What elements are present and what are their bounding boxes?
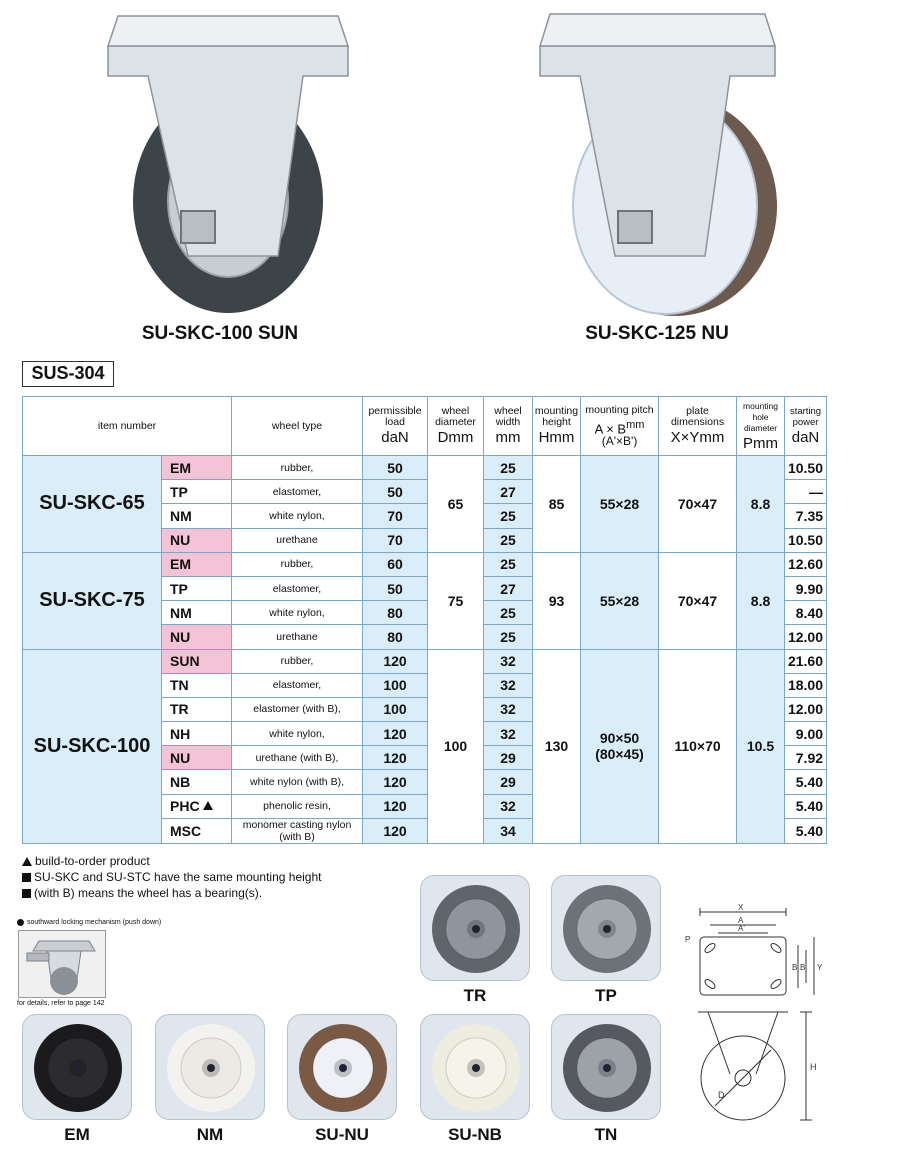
wheel-width: 29 (484, 746, 533, 770)
wheel-icon (421, 1015, 530, 1120)
dim-a-label: A (738, 916, 744, 925)
wheel-width: 25 (484, 456, 533, 480)
item-code: SUN (162, 649, 232, 673)
wheel-label: EM (64, 1125, 90, 1144)
wheel-width: 32 (484, 697, 533, 721)
note-bearing: (with B) means the wheel has a bearing(s). (22, 885, 321, 901)
plate-dimension-diagram (680, 900, 830, 1000)
dim-b-label: B (792, 963, 798, 972)
lock-photo (18, 930, 106, 998)
header-height: mounting height Hmm (533, 397, 581, 456)
wheel-width: 27 (484, 576, 533, 600)
header-width: wheel width mm (484, 397, 533, 456)
starting-power: 10.50 (785, 528, 827, 552)
mounting-height: 93 (533, 552, 581, 649)
series-name: SU-SKC-75 (23, 552, 162, 649)
table-row (23, 456, 827, 480)
caster-photo-nu (520, 6, 790, 322)
wheel-type: rubber, (232, 552, 363, 576)
wheel-icon (288, 1015, 397, 1120)
dim-y-label: Y (817, 963, 823, 972)
permissible-load: 100 (363, 673, 428, 697)
starting-power: 12.00 (785, 697, 827, 721)
starting-power: 12.60 (785, 552, 827, 576)
mounting-height: 130 (533, 649, 581, 843)
wheel-diameter: 75 (428, 552, 484, 649)
starting-power: 9.00 (785, 722, 827, 746)
permissible-load: 100 (363, 697, 428, 721)
wheel-diameter: 65 (428, 456, 484, 553)
wheel-icon (552, 1015, 661, 1120)
permissible-load: 80 (363, 625, 428, 649)
header-diameter: wheel diameter Dmm (428, 397, 484, 456)
starting-power: 8.40 (785, 601, 827, 625)
triangle-icon (22, 857, 32, 866)
permissible-load: 70 (363, 528, 428, 552)
permissible-load: 50 (363, 456, 428, 480)
wheel-type: elastomer, (232, 576, 363, 600)
material-label: SUS-304 (22, 361, 114, 387)
wheel-type: white nylon, (232, 601, 363, 625)
wheel-width: 32 (484, 794, 533, 818)
wheel-type: elastomer (with B), (232, 697, 363, 721)
starting-power: — (785, 480, 827, 504)
mounting-hole-diameter: 8.8 (737, 552, 785, 649)
dim-p-label: P (685, 935, 691, 944)
table-row (23, 649, 827, 673)
starting-power: 5.40 (785, 770, 827, 794)
dim-x-label: X (738, 903, 744, 912)
permissible-load: 120 (363, 722, 428, 746)
item-code: EM (162, 552, 232, 576)
wheel-type: white nylon, (232, 504, 363, 528)
wheel-icon (156, 1015, 265, 1120)
side-dimension-diagram (688, 1008, 828, 1126)
wheel-width: 25 (484, 552, 533, 576)
square-bullet-icon (22, 873, 31, 882)
item-code: NU (162, 746, 232, 770)
wheel-type: elastomer, (232, 480, 363, 504)
dim-d-label: D (718, 1090, 725, 1100)
permissible-load: 120 (363, 649, 428, 673)
wheel-icon (552, 876, 661, 981)
series-name: SU-SKC-65 (23, 456, 162, 553)
mounting-pitch: 55×28 (581, 552, 659, 649)
triangle-icon (203, 801, 213, 810)
item-code: NH (162, 722, 232, 746)
item-code: NU (162, 625, 232, 649)
header-pitch: mounting pitch $A \times B^{mm}$ (A'×B') (581, 397, 659, 456)
item-code: TP (162, 576, 232, 600)
header-wheel-type: wheel type (232, 397, 363, 456)
header-item-number: item number (23, 397, 232, 456)
caster-photo-sun (78, 6, 368, 322)
wheel-width: 32 (484, 649, 533, 673)
header-hole: mounting hole diameter Pmm (737, 397, 785, 456)
axle-nut (181, 211, 215, 243)
wheel-photo-tp (551, 875, 661, 981)
mounting-pitch: 90×50 (80×45) (581, 649, 659, 843)
permissible-load: 120 (363, 818, 428, 843)
wheel-photo-su-nb (420, 1014, 530, 1120)
wheel-type: elastomer, (232, 673, 363, 697)
wheel-type: urethane (232, 528, 363, 552)
product-caption-1: SU-SKC-100 SUN (141, 323, 299, 344)
wheel-label: NM (196, 1125, 224, 1144)
mounting-hole-diameter: 10.5 (737, 649, 785, 843)
wheel-type: white nylon, (232, 722, 363, 746)
wheel-label: SU-NU (315, 1125, 369, 1144)
wheel-width: 25 (484, 504, 533, 528)
item-code: NB (162, 770, 232, 794)
permissible-load: 120 (363, 746, 428, 770)
wheel-label: SU-NB (448, 1125, 502, 1144)
wheel-width: 29 (484, 770, 533, 794)
dim-h-label: H (810, 1062, 817, 1072)
header-power: starting power daN (785, 397, 827, 456)
starting-power: 21.60 (785, 649, 827, 673)
wheel-width: 25 (484, 528, 533, 552)
permissible-load: 120 (363, 794, 428, 818)
item-code: TN (162, 673, 232, 697)
item-code: NM (162, 504, 232, 528)
permissible-load: 60 (363, 552, 428, 576)
wheel-photo-tn (551, 1014, 661, 1120)
wheel-width: 34 (484, 818, 533, 843)
plate-dimensions: 70×47 (659, 552, 737, 649)
permissible-load: 80 (363, 601, 428, 625)
starting-power: 5.40 (785, 794, 827, 818)
wheel-type: urethane (with B), (232, 746, 363, 770)
header-load: permissible load daN (363, 397, 428, 456)
wheel-width: 32 (484, 722, 533, 746)
caster-lock-icon (19, 931, 107, 999)
wheel-type: white nylon (with B), (232, 770, 363, 794)
note-mounting-height: SU-SKC and SU-STC have the same mounting height (22, 869, 321, 885)
wheel-photo-nm (155, 1014, 265, 1120)
starting-power: 7.92 (785, 746, 827, 770)
lock-reference: for details, refer to page 142 (17, 1000, 105, 1007)
starting-power: 7.35 (785, 504, 827, 528)
mounting-pitch: 55×28 (581, 456, 659, 553)
table-row (23, 552, 827, 576)
top-plate (540, 14, 775, 46)
dim-b-prime-label: B' (800, 963, 807, 972)
square-bullet-icon (22, 889, 31, 898)
item-code: EM (162, 456, 232, 480)
top-plate (108, 16, 348, 46)
product-caption-2: SU-SKC-125 NU (585, 323, 729, 344)
permissible-load: 120 (363, 770, 428, 794)
wheel-diameter: 100 (428, 649, 484, 843)
lock-note: southward locking mechanism (push down) (17, 919, 161, 926)
wheel-icon (421, 876, 530, 981)
starting-power: 5.40 (785, 818, 827, 843)
series-name: SU-SKC-100 (23, 649, 162, 843)
mounting-hole-diameter: 8.8 (737, 456, 785, 553)
wheel-label: TP (595, 986, 617, 1005)
wheel-width: 32 (484, 673, 533, 697)
wheel-type: rubber, (232, 649, 363, 673)
wheel-width: 25 (484, 601, 533, 625)
starting-power: 12.00 (785, 625, 827, 649)
note-build-to-order: build-to-order product (22, 853, 321, 869)
wheel-type: rubber, (232, 456, 363, 480)
permissible-load: 70 (363, 504, 428, 528)
wheel-width: 25 (484, 625, 533, 649)
item-code: NM (162, 601, 232, 625)
wheel-photo-su-nu (287, 1014, 397, 1120)
wheel-type: phenolic resin, (232, 794, 363, 818)
wheel-photo-tr (420, 875, 530, 981)
header-plate: plate dimensions X×Ymm (659, 397, 737, 456)
spec-table (22, 396, 827, 844)
starting-power: 18.00 (785, 673, 827, 697)
plate-dimensions: 110×70 (659, 649, 737, 843)
item-code: TP (162, 480, 232, 504)
wheel-type: monomer casting nylon (with B) (232, 818, 363, 843)
wheel-photo-em (22, 1014, 132, 1120)
wheel-label: TR (463, 986, 487, 1005)
axle-nut (618, 211, 652, 243)
wheel-icon (23, 1015, 132, 1120)
item-code: PHC (162, 794, 232, 818)
permissible-load: 50 (363, 480, 428, 504)
starting-power: 10.50 (785, 456, 827, 480)
notes (22, 853, 321, 901)
wheel-type: urethane (232, 625, 363, 649)
wheel-label: TN (594, 1125, 618, 1144)
mounting-height: 85 (533, 456, 581, 553)
item-code: TR (162, 697, 232, 721)
bullet-icon (17, 919, 24, 926)
item-code: NU (162, 528, 232, 552)
permissible-load: 50 (363, 576, 428, 600)
wheel-width: 27 (484, 480, 533, 504)
starting-power: 9.90 (785, 576, 827, 600)
dim-a-prime-label: A' (738, 924, 745, 933)
item-code: MSC (162, 818, 232, 843)
plate-dimensions: 70×47 (659, 456, 737, 553)
